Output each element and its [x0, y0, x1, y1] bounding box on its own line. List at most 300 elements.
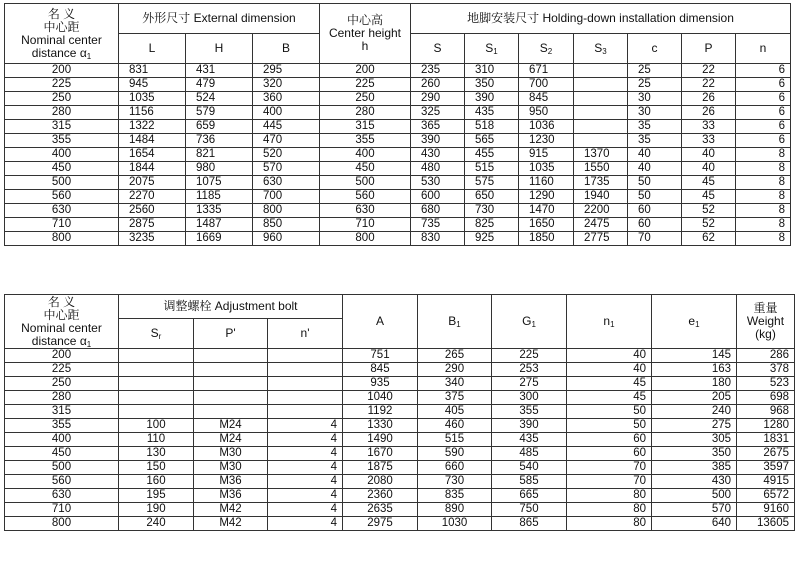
cell-e1: 163	[652, 363, 737, 377]
cell-distance: 280	[5, 106, 119, 120]
cell-B: 520	[253, 148, 320, 162]
cell-n: 8	[736, 162, 791, 176]
cell-n1: 40	[567, 349, 652, 363]
cell-S: 680	[411, 204, 465, 218]
cell-B1: 290	[418, 363, 492, 377]
cell-S3	[574, 134, 628, 148]
cell-G1: 665	[492, 489, 567, 503]
table-row	[5, 489, 795, 503]
cell-B1: 835	[418, 489, 492, 503]
cell-P-prime	[194, 349, 268, 363]
cell-distance: 630	[5, 489, 119, 503]
cell-L: 2560	[119, 204, 186, 218]
cell-S: 735	[411, 218, 465, 232]
cell-S2: 845	[519, 92, 574, 106]
cell-Sr	[119, 377, 194, 391]
cell-S3: 1370	[574, 148, 628, 162]
cell-L: 1156	[119, 106, 186, 120]
cell-L: 1035	[119, 92, 186, 106]
cell-c: 35	[628, 134, 682, 148]
center-height-zh: 中心高	[346, 13, 383, 27]
cell-P: 33	[682, 120, 736, 134]
external-dimension-table	[4, 3, 791, 246]
cell-P-prime	[194, 391, 268, 405]
cell-H: 821	[186, 148, 253, 162]
table-row	[5, 78, 791, 92]
table-row	[5, 349, 795, 363]
cell-A: 1330	[343, 419, 418, 433]
cell-distance: 630	[5, 204, 119, 218]
name-header-en1: Nominal center	[21, 32, 102, 47]
cell-P: 26	[682, 92, 736, 106]
cell-B1: 890	[418, 503, 492, 517]
cell-B: 295	[253, 64, 320, 78]
cell-Sr: 150	[119, 461, 194, 475]
cell-S2: 1230	[519, 134, 574, 148]
cell-n: 8	[736, 232, 791, 246]
cell-G1: 865	[492, 517, 567, 531]
col-c: c	[628, 34, 682, 64]
cell-weight: 1831	[737, 433, 795, 447]
cell-A: 2975	[343, 517, 418, 531]
cell-B1: 1030	[418, 517, 492, 531]
cell-c: 50	[628, 190, 682, 204]
cell-H: 736	[186, 134, 253, 148]
cell-S1: 575	[465, 176, 519, 190]
cell-S: 325	[411, 106, 465, 120]
table-row	[5, 204, 791, 218]
cell-e1: 180	[652, 377, 737, 391]
cell-P-prime: M42	[194, 503, 268, 517]
cell-H: 524	[186, 92, 253, 106]
cell-weight: 2675	[737, 447, 795, 461]
cell-G1: 390	[492, 419, 567, 433]
table-row	[5, 405, 795, 419]
cell-L: 1844	[119, 162, 186, 176]
cell-P-prime: M24	[194, 419, 268, 433]
external-dimension-header: 外形尺寸 External dimension	[119, 4, 320, 34]
cell-P-prime: M30	[194, 461, 268, 475]
table-row	[5, 377, 795, 391]
cell-L: 945	[119, 78, 186, 92]
name-header-zh1: 名 义	[47, 6, 76, 21]
cell-B: 850	[253, 218, 320, 232]
cell-h: 400	[320, 148, 411, 162]
table-row	[5, 517, 795, 531]
cell-B1: 660	[418, 461, 492, 475]
table-row	[5, 190, 791, 204]
table-row	[5, 391, 795, 405]
cell-h: 630	[320, 204, 411, 218]
table-row	[5, 363, 795, 377]
cell-e1: 145	[652, 349, 737, 363]
cell-distance: 500	[5, 461, 119, 475]
cell-Sr	[119, 405, 194, 419]
cell-n1: 60	[567, 433, 652, 447]
cell-n: 8	[736, 204, 791, 218]
cell-h: 200	[320, 64, 411, 78]
cell-S3	[574, 120, 628, 134]
cell-G1: 300	[492, 391, 567, 405]
cell-L: 3235	[119, 232, 186, 246]
adjustment-bolt-table	[4, 294, 795, 531]
cell-distance: 315	[5, 120, 119, 134]
col-S2: $S_2$	[519, 34, 574, 64]
cell-L: 1654	[119, 148, 186, 162]
cell-weight: 286	[737, 349, 795, 363]
cell-n-prime: 4	[268, 461, 343, 475]
cell-B: 960	[253, 232, 320, 246]
cell-c: 40	[628, 148, 682, 162]
cell-B: 700	[253, 190, 320, 204]
cell-A: 1875	[343, 461, 418, 475]
cell-n-prime	[268, 363, 343, 377]
cell-S1: 455	[465, 148, 519, 162]
cell-A: 1670	[343, 447, 418, 461]
cell-P: 45	[682, 190, 736, 204]
col-n1: $n_1$	[567, 295, 652, 349]
cell-n: 8	[736, 176, 791, 190]
cell-n1: 45	[567, 377, 652, 391]
cell-L: 1484	[119, 134, 186, 148]
cell-B1: 375	[418, 391, 492, 405]
cell-B1: 340	[418, 377, 492, 391]
cell-A: 2360	[343, 489, 418, 503]
cell-distance: 450	[5, 447, 119, 461]
cell-S2: 1850	[519, 232, 574, 246]
adjustment-bolt-header: 调整螺栓 Adjustment bolt	[119, 295, 343, 319]
cell-c: 30	[628, 106, 682, 120]
cell-S1: 515	[465, 162, 519, 176]
cell-n-prime: 4	[268, 475, 343, 489]
cell-n-prime: 4	[268, 447, 343, 461]
cell-n-prime	[268, 405, 343, 419]
alpha-symbol: α	[79, 45, 87, 60]
weight-header: 重量 Weight (kg)	[737, 295, 795, 349]
cell-e1: 350	[652, 447, 737, 461]
cell-S2: 1650	[519, 218, 574, 232]
cell-distance: 710	[5, 218, 119, 232]
cell-Sr: 110	[119, 433, 194, 447]
cell-P: 40	[682, 148, 736, 162]
table-row	[5, 447, 795, 461]
name-header-en2: distance	[31, 45, 77, 60]
cell-h: 250	[320, 92, 411, 106]
cell-Sr: 130	[119, 447, 194, 461]
cell-n1: 70	[567, 461, 652, 475]
table-row	[5, 162, 791, 176]
cell-n1: 40	[567, 363, 652, 377]
cell-e1: 305	[652, 433, 737, 447]
cell-S3	[574, 64, 628, 78]
cell-L: 831	[119, 64, 186, 78]
cell-A: 751	[343, 349, 418, 363]
cell-P-prime	[194, 363, 268, 377]
cell-S3	[574, 106, 628, 120]
cell-P: 45	[682, 176, 736, 190]
cell-S1: 435	[465, 106, 519, 120]
cell-G1: 585	[492, 475, 567, 489]
cell-distance: 355	[5, 134, 119, 148]
cell-P: 33	[682, 134, 736, 148]
cell-distance: 225	[5, 363, 119, 377]
cell-e1: 205	[652, 391, 737, 405]
cell-B1: 460	[418, 419, 492, 433]
cell-e1: 240	[652, 405, 737, 419]
cell-n: 8	[736, 218, 791, 232]
cell-distance: 500	[5, 176, 119, 190]
cell-distance: 800	[5, 232, 119, 246]
cell-H: 659	[186, 120, 253, 134]
table-row	[5, 134, 791, 148]
cell-B: 360	[253, 92, 320, 106]
cell-G1: 750	[492, 503, 567, 517]
cell-L: 2875	[119, 218, 186, 232]
cell-n1: 45	[567, 391, 652, 405]
col-L: L	[119, 34, 186, 64]
table-row	[5, 120, 791, 134]
cell-B: 630	[253, 176, 320, 190]
cell-G1: 435	[492, 433, 567, 447]
cell-h: 315	[320, 120, 411, 134]
cell-distance: 400	[5, 148, 119, 162]
cell-c: 60	[628, 204, 682, 218]
cell-S1: 730	[465, 204, 519, 218]
cell-e1: 275	[652, 419, 737, 433]
cell-G1: 355	[492, 405, 567, 419]
cell-S2: 915	[519, 148, 574, 162]
table-row	[5, 475, 795, 489]
cell-n-prime: 4	[268, 517, 343, 531]
col-H: H	[186, 34, 253, 64]
name-header-zh2: 中心距	[43, 19, 80, 34]
nominal-center-distance-header: 名 义 中心距 Nominal center distance $\alpha_1$	[5, 295, 119, 349]
cell-distance: 225	[5, 78, 119, 92]
cell-S2: 950	[519, 106, 574, 120]
col-P-prime: P'	[194, 319, 268, 349]
cell-B: 320	[253, 78, 320, 92]
cell-G1: 225	[492, 349, 567, 363]
cell-A: 2080	[343, 475, 418, 489]
table-row	[5, 218, 791, 232]
cell-n-prime: 4	[268, 489, 343, 503]
cell-H: 1075	[186, 176, 253, 190]
cell-S: 235	[411, 64, 465, 78]
cell-P-prime: M30	[194, 447, 268, 461]
cell-A: 935	[343, 377, 418, 391]
cell-h: 500	[320, 176, 411, 190]
cell-P-prime: M24	[194, 433, 268, 447]
cell-S3: 1940	[574, 190, 628, 204]
cell-n: 8	[736, 190, 791, 204]
cell-h: 280	[320, 106, 411, 120]
cell-c: 40	[628, 162, 682, 176]
table-row	[5, 92, 791, 106]
cell-S: 390	[411, 134, 465, 148]
cell-distance: 280	[5, 391, 119, 405]
cell-e1: 430	[652, 475, 737, 489]
cell-e1: 500	[652, 489, 737, 503]
cell-S: 600	[411, 190, 465, 204]
cell-P: 22	[682, 64, 736, 78]
cell-H: 1487	[186, 218, 253, 232]
col-n: n	[736, 34, 791, 64]
cell-distance: 800	[5, 517, 119, 531]
alpha-subscript: 1	[86, 51, 92, 61]
external-dimension-body	[5, 64, 791, 246]
cell-Sr: 100	[119, 419, 194, 433]
cell-A: 1192	[343, 405, 418, 419]
cell-S3: 2475	[574, 218, 628, 232]
cell-n-prime: 4	[268, 503, 343, 517]
cell-H: 1185	[186, 190, 253, 204]
cell-G1: 485	[492, 447, 567, 461]
cell-n-prime	[268, 377, 343, 391]
cell-P-prime: M36	[194, 475, 268, 489]
cell-P: 52	[682, 218, 736, 232]
cell-n1: 50	[567, 419, 652, 433]
table-row	[5, 64, 791, 78]
cell-distance: 450	[5, 162, 119, 176]
cell-S3: 2775	[574, 232, 628, 246]
cell-S1: 390	[465, 92, 519, 106]
cell-c: 25	[628, 64, 682, 78]
cell-B1: 590	[418, 447, 492, 461]
cell-n1: 80	[567, 503, 652, 517]
cell-S1: 825	[465, 218, 519, 232]
cell-S: 530	[411, 176, 465, 190]
cell-P-prime	[194, 377, 268, 391]
cell-n-prime: 4	[268, 433, 343, 447]
cell-Sr: 190	[119, 503, 194, 517]
table-row	[5, 176, 791, 190]
cell-S1: 310	[465, 64, 519, 78]
cell-weight: 523	[737, 377, 795, 391]
center-height-symbol: h	[361, 39, 369, 53]
cell-G1: 253	[492, 363, 567, 377]
col-e1: $e_1$	[652, 295, 737, 349]
table-row	[5, 148, 791, 162]
cell-h: 800	[320, 232, 411, 246]
cell-weight: 3597	[737, 461, 795, 475]
cell-S1: 518	[465, 120, 519, 134]
cell-A: 845	[343, 363, 418, 377]
cell-S1: 350	[465, 78, 519, 92]
cell-A: 1040	[343, 391, 418, 405]
cell-c: 50	[628, 176, 682, 190]
col-Sr: $S_r$	[119, 319, 194, 349]
cell-S3: 1735	[574, 176, 628, 190]
col-B: B	[253, 34, 320, 64]
cell-weight: 698	[737, 391, 795, 405]
col-A: A	[343, 295, 418, 349]
adjustment-bolt-body	[5, 349, 795, 531]
cell-P-prime	[194, 405, 268, 419]
col-n-prime: n'	[268, 319, 343, 349]
cell-n1: 70	[567, 475, 652, 489]
cell-S2: 1290	[519, 190, 574, 204]
cell-weight: 968	[737, 405, 795, 419]
cell-L: 2075	[119, 176, 186, 190]
cell-S: 260	[411, 78, 465, 92]
cell-S: 290	[411, 92, 465, 106]
cell-B1: 265	[418, 349, 492, 363]
cell-B1: 730	[418, 475, 492, 489]
cell-distance: 200	[5, 64, 119, 78]
cell-B: 470	[253, 134, 320, 148]
cell-weight: 9160	[737, 503, 795, 517]
cell-c: 35	[628, 120, 682, 134]
cell-B1: 405	[418, 405, 492, 419]
cell-B: 570	[253, 162, 320, 176]
cell-distance: 560	[5, 475, 119, 489]
cell-S2: 1035	[519, 162, 574, 176]
table-row	[5, 461, 795, 475]
cell-c: 25	[628, 78, 682, 92]
cell-distance: 250	[5, 377, 119, 391]
cell-S3: 2200	[574, 204, 628, 218]
cell-A: 2635	[343, 503, 418, 517]
cell-weight: 1280	[737, 419, 795, 433]
cell-c: 30	[628, 92, 682, 106]
cell-n: 6	[736, 120, 791, 134]
cell-L: 2270	[119, 190, 186, 204]
cell-n1: 50	[567, 405, 652, 419]
cell-n-prime	[268, 349, 343, 363]
cell-Sr	[119, 349, 194, 363]
cell-B: 445	[253, 120, 320, 134]
cell-e1: 640	[652, 517, 737, 531]
cell-n: 6	[736, 106, 791, 120]
cell-B: 800	[253, 204, 320, 218]
cell-S3: 1550	[574, 162, 628, 176]
cell-n1: 80	[567, 489, 652, 503]
cell-distance: 710	[5, 503, 119, 517]
cell-n: 6	[736, 78, 791, 92]
col-G1: $G_1$	[492, 295, 567, 349]
cell-n1: 80	[567, 517, 652, 531]
nominal-center-distance-header	[5, 4, 119, 64]
cell-G1: 275	[492, 377, 567, 391]
cell-h: 560	[320, 190, 411, 204]
cell-H: 431	[186, 64, 253, 78]
cell-G1: 540	[492, 461, 567, 475]
table-row	[5, 419, 795, 433]
cell-distance: 400	[5, 433, 119, 447]
col-S3: $S_3$	[574, 34, 628, 64]
cell-S2: 1160	[519, 176, 574, 190]
cell-H: 1335	[186, 204, 253, 218]
cell-H: 980	[186, 162, 253, 176]
col-P: P	[682, 34, 736, 64]
cell-n-prime: 4	[268, 419, 343, 433]
cell-S: 480	[411, 162, 465, 176]
cell-Sr	[119, 391, 194, 405]
cell-P: 52	[682, 204, 736, 218]
cell-distance: 250	[5, 92, 119, 106]
cell-S: 365	[411, 120, 465, 134]
cell-P-prime: M42	[194, 517, 268, 531]
cell-S2: 1036	[519, 120, 574, 134]
cell-e1: 385	[652, 461, 737, 475]
cell-Sr	[119, 363, 194, 377]
cell-S2: 1470	[519, 204, 574, 218]
cell-c: 60	[628, 218, 682, 232]
cell-S1: 925	[465, 232, 519, 246]
cell-P-prime: M36	[194, 489, 268, 503]
cell-h: 450	[320, 162, 411, 176]
cell-Sr: 195	[119, 489, 194, 503]
